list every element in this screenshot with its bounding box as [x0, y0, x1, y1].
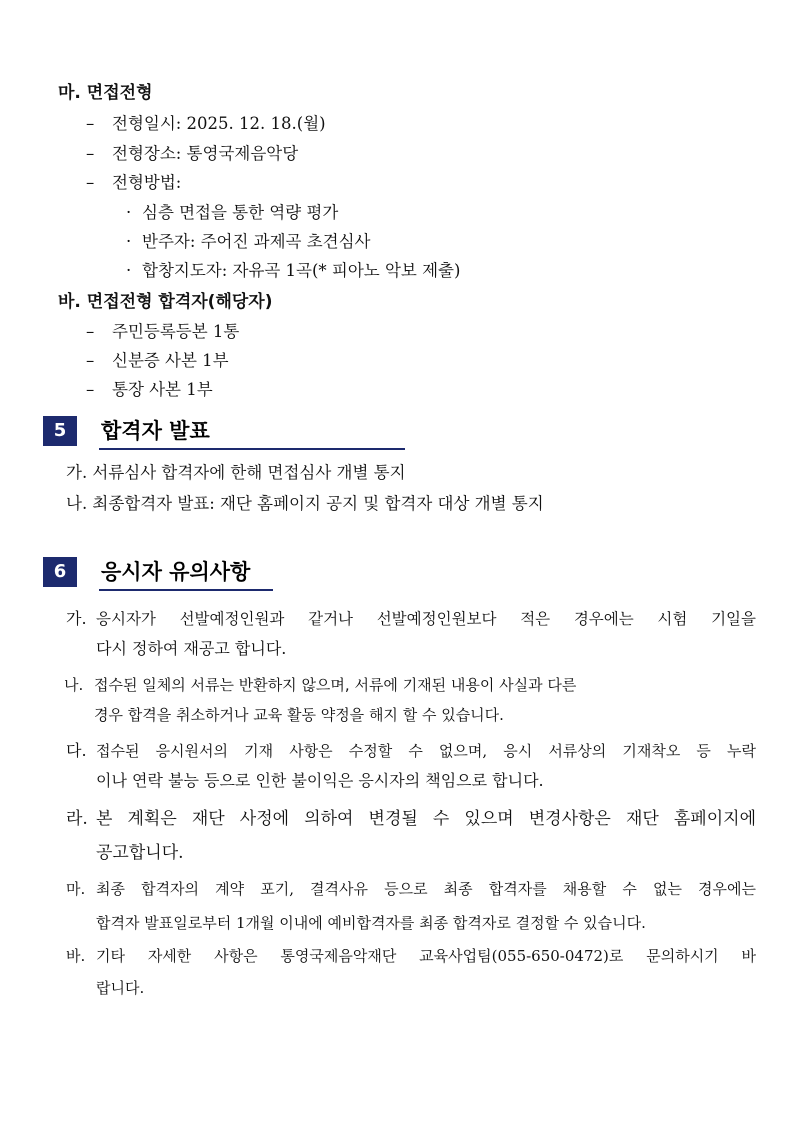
method-item-accompanist [126, 231, 371, 253]
notice-item [66, 736, 756, 796]
notice-label: 나. [64, 676, 84, 694]
documents-item-text: 주민등록등본 1통 [112, 322, 240, 341]
interview-item-text: 전형방법: [112, 173, 182, 192]
method-item-interview [126, 202, 338, 224]
notice-line: 합격자 발표일로부터 1개월 이내에 예비합격자를 최종 합격자로 결정할 수 있습니다. [96, 914, 646, 932]
notice-line: 응시자가 선발예정인원과 같거나 선발예정인원보다 적은 경우에는 시험 기일을 [96, 610, 756, 628]
notice-line: 이나 연락 불능 등으로 인한 불이익은 응시자의 책임으로 합니다. [96, 771, 544, 790]
bullet-marker: · [126, 203, 132, 222]
notice-item [64, 670, 754, 730]
notice-line: 랍니다. [96, 979, 145, 997]
dash-marker: – [86, 114, 95, 133]
documents-item [86, 321, 239, 343]
method-item-text: 반주자: 주어진 과제곡 초견심사 [142, 232, 371, 251]
notice-line: 접수된 일체의 서류는 반환하지 않으며, 서류에 기재된 내용이 사실과 다른 [94, 676, 577, 694]
notice-label: 다. [66, 741, 87, 760]
notice-line: 접수된 응시원서의 기재 사항은 수정할 수 없으며, 응시 서류상의 기재착오 등 누락 [96, 742, 756, 760]
interview-item-method [86, 172, 181, 194]
documents-item-text: 통장 사본 1부 [112, 380, 213, 399]
dash-marker: – [86, 173, 95, 192]
notice-line: 기타 자세한 사항은 통영국제음악재단 교육사업팀(055-650-0472)로 문의하시기 바 [96, 947, 756, 965]
bullet-marker: · [126, 261, 132, 280]
notice-item [66, 940, 756, 1004]
dash-marker: – [86, 380, 95, 399]
section-title: 합격자 발표 [101, 419, 210, 443]
section-6-header [43, 557, 293, 587]
announcement-item: 가. 서류심사 합격자에 한해 면접심사 개별 통지 [66, 463, 406, 482]
notice-label: 마. [66, 880, 86, 898]
documents-item-text: 신분증 사본 1부 [112, 351, 229, 370]
section-number-badge: 5 [43, 416, 77, 446]
notice-line: 공고합니다. [96, 843, 184, 863]
section-title-underline [99, 589, 273, 591]
bullet-marker: · [126, 232, 132, 251]
dash-marker: – [86, 351, 95, 370]
section-5-header [43, 416, 413, 446]
notice-item [66, 604, 756, 664]
section-title-underline [99, 448, 405, 450]
interview-heading: 마. 면접전형 [58, 83, 153, 103]
notice-line: 경우 합격을 취소하거나 교육 활동 약정을 해지 할 수 있습니다. [94, 706, 504, 724]
notice-line: 최종 합격자의 계약 포기, 결격사유 등으로 최종 합격자를 채용할 수 없는 경우에는 [96, 880, 756, 898]
documents-item [86, 350, 229, 372]
interview-item-text: 전형장소: 통영국제음악당 [112, 144, 299, 163]
notice-label: 바. [66, 947, 86, 965]
announcement-item: 나. 최종합격자 발표: 재단 홈페이지 공지 및 합격자 대상 개별 통지 [66, 494, 544, 513]
section-title: 응시자 유의사항 [101, 560, 251, 584]
dash-marker: – [86, 144, 95, 163]
interview-item-place [86, 143, 298, 165]
notice-label: 라. [66, 809, 88, 829]
method-item-text: 합창지도자: 자유곡 1곡(* 피아노 악보 제출) [142, 261, 461, 280]
interview-item-date [86, 113, 326, 135]
method-item-choir-director [126, 260, 460, 282]
notice-line: 다시 정하여 재공고 합니다. [96, 639, 287, 658]
notice-item [66, 872, 756, 940]
notice-item [66, 802, 756, 870]
notice-label: 가. [66, 609, 87, 628]
section-number-badge: 6 [43, 557, 77, 587]
interview-item-text: 전형일시: 2025. 12. 18.(월) [112, 114, 326, 133]
documents-heading: 바. 면접전형 합격자(해당자) [58, 292, 273, 312]
notice-line: 본 계획은 재단 사정에 의하여 변경될 수 있으며 변경사항은 재단 홈페이지에 [96, 809, 756, 829]
documents-item [86, 379, 213, 401]
method-item-text: 심층 면접을 통한 역량 평가 [142, 203, 339, 222]
dash-marker: – [86, 322, 95, 341]
